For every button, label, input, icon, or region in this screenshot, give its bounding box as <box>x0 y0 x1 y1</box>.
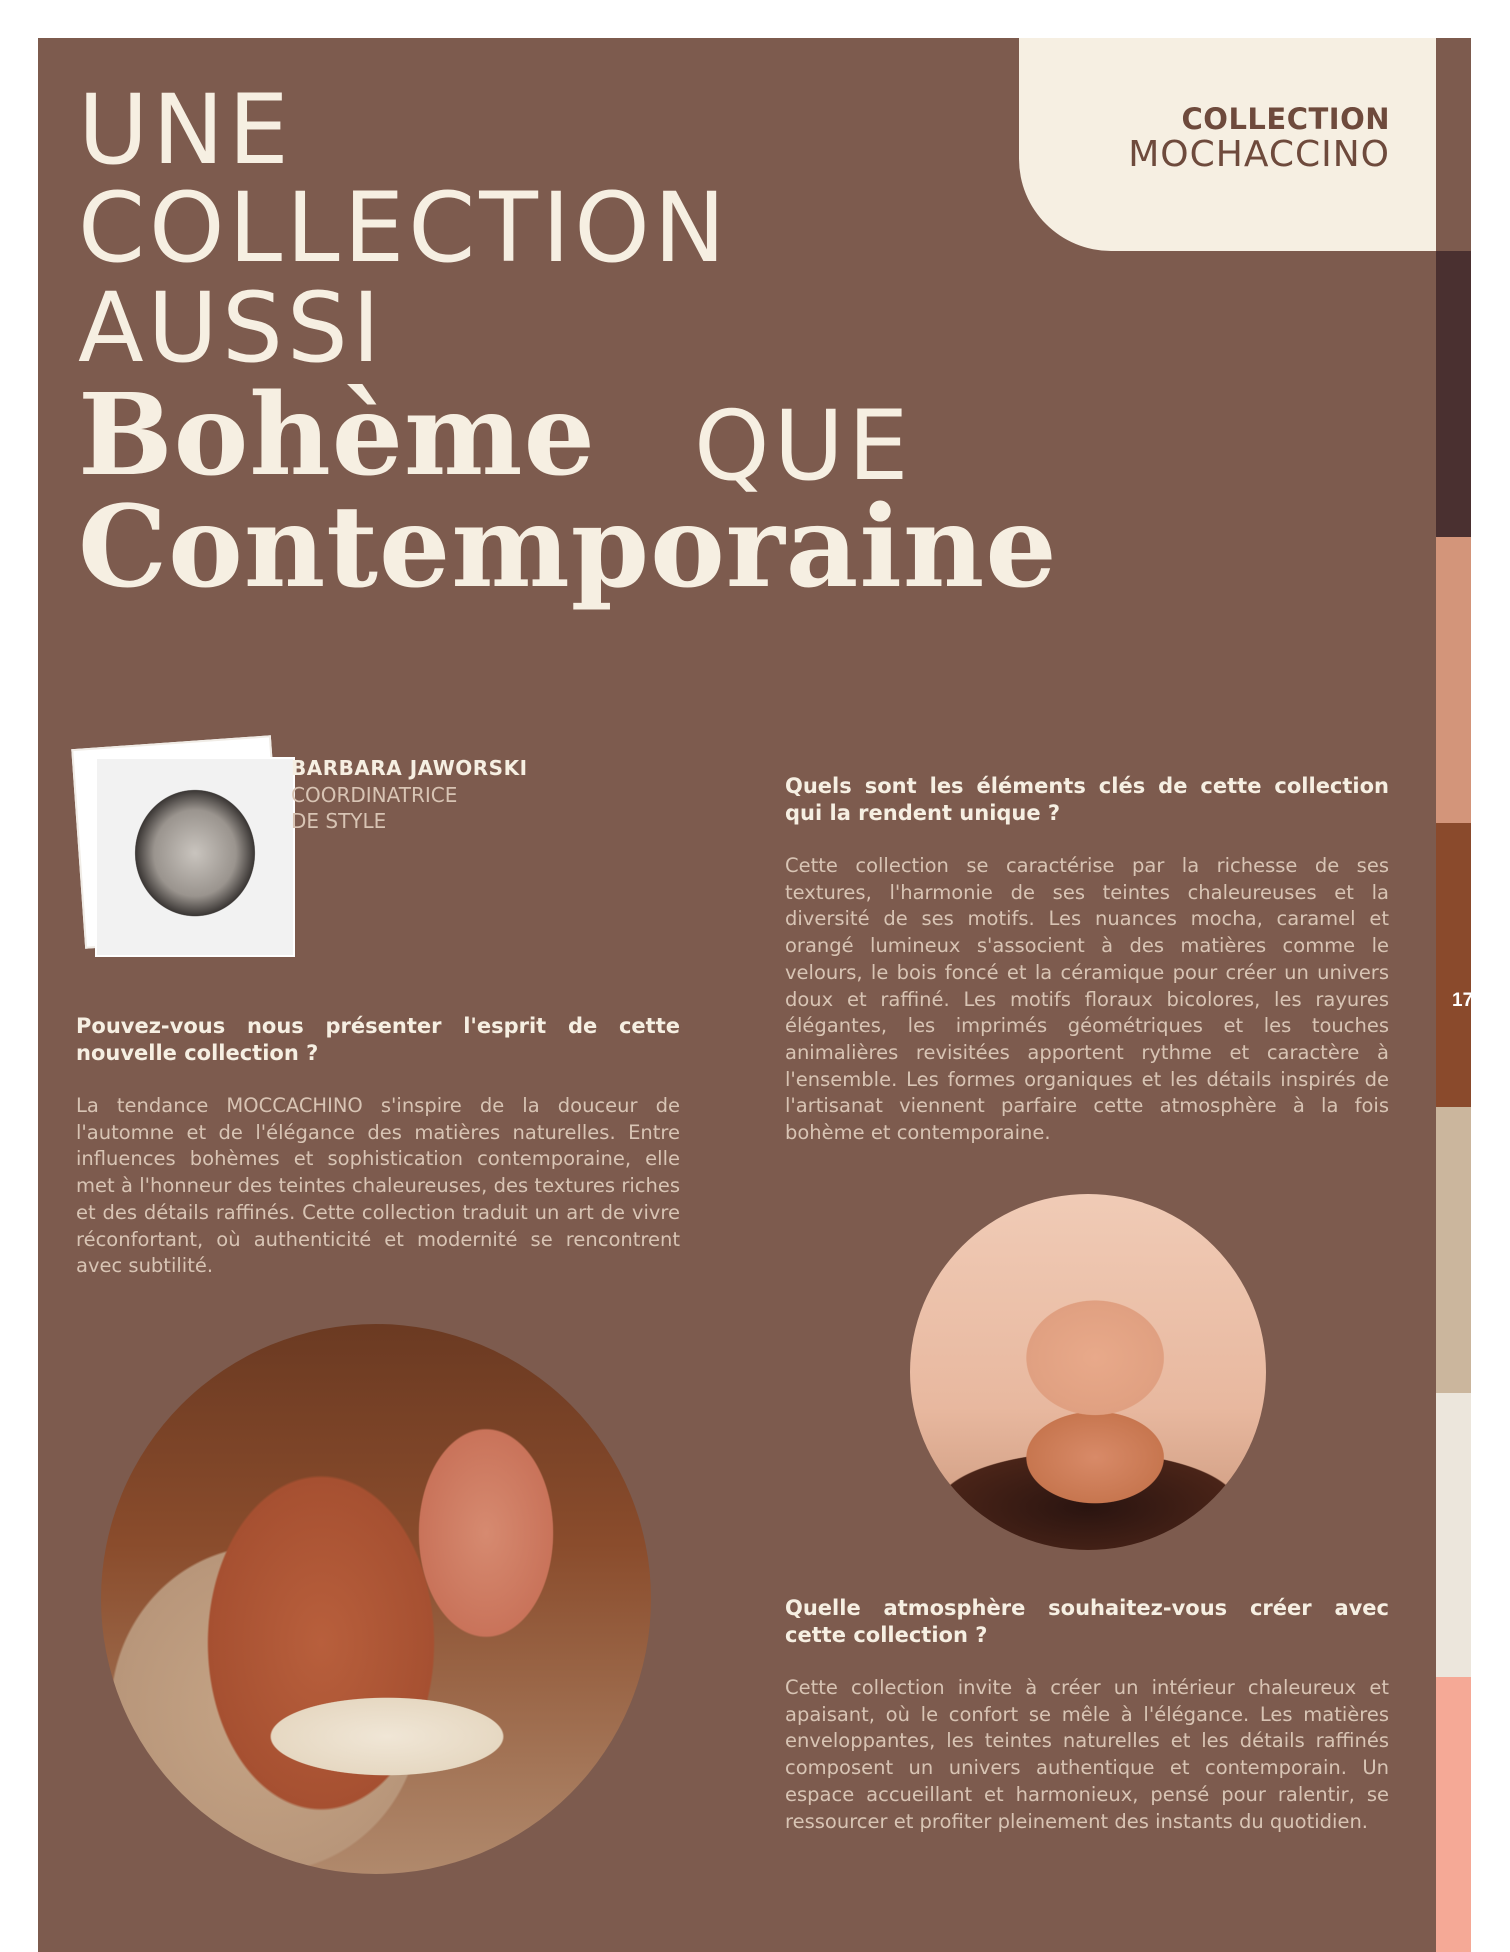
question-1: Pouvez-vous nous présenter l'esprit de cette nouvelle collection ? <box>76 1014 680 1065</box>
collection-tag <box>1019 38 1436 251</box>
side-stripe-6 <box>1436 1677 1471 1952</box>
headline-line-2: COLLECTION <box>78 172 730 284</box>
side-stripe-2 <box>1436 537 1471 823</box>
answer-3: Cette collection invite à créer un intérieur chaleureux et apaisant, où le confort se mêle à l'élégance. Les matières enveloppantes, les teintes naturelles et les détails raffinés composent un univers authentique et contemporain. Un espace accueillant et harmonieux, pensé pour ralentir, se ressourcer et profiter pleinement des instants du quotidien. <box>785 1676 1389 1833</box>
side-stripe-1 <box>1436 251 1471 537</box>
page-number: 17 <box>1452 990 1474 1011</box>
headline-contemporaine: Contemporaine <box>78 482 1058 613</box>
side-stripe-5 <box>1436 1393 1471 1677</box>
headline-line-3: AUSSI <box>78 272 385 384</box>
interviewee-role-line-1: COORDINATRICE <box>291 783 458 807</box>
portrait-photo <box>95 757 295 957</box>
question-2: Quels sont les éléments clés de cette collection qui la rendent unique ? <box>785 774 1389 825</box>
answer-1: La tendance MOCCACHINO s'inspire de la douceur de l'automne et de l'élégance des matières naturelles. Entre influences bohèmes et sophistication contemporaine, elle met à l'honneur des teintes chaleureuses, des textures riches et des détails raffinés. Cette collection traduit un art de vivre réconfortant, où authenticité et modernité se rencontrent avec subtilité. <box>76 1094 680 1278</box>
interviewee-role-line-2: DE STYLE <box>291 809 387 833</box>
interviewee-name: BARBARA JAWORSKI <box>291 756 528 780</box>
side-stripe-top <box>1436 38 1471 251</box>
collection-tag-label: COLLECTION <box>1181 102 1390 136</box>
headline-boheme: Bohème <box>78 370 596 501</box>
collection-tag-name: MOCHACCINO <box>1128 134 1390 175</box>
mugs-photo <box>910 1194 1266 1550</box>
side-stripe-3 <box>1436 823 1474 1107</box>
answer-2: Cette collection se caractérise par la richesse de ses textures, l'harmonie de ses teintes chaleureuses et la diversité de ses motifs. Les nuances mocha, caramel et orangé lumineux s'associent à des matières comme le velours, le bois foncé et la céramique pour créer un univers doux et raffiné. Les motifs floraux bicolores, les rayures élégantes, les imprimés géométriques et les touches animalières revisitées apportent rythme et caractère à l'ensemble. Les formes organiques et les détails inspirés de l'artisanat viennent parfaire cette atmosphère à la fois bohème et contemporaine. <box>785 854 1389 1145</box>
headline-que: QUE <box>694 390 913 502</box>
question-3: Quelle atmosphère souhaitez-vous créer avec cette collection ? <box>785 1596 1389 1647</box>
headline-line-1: UNE <box>78 74 293 186</box>
sofa-throw-photo <box>101 1324 651 1874</box>
side-stripe-4 <box>1436 1107 1471 1393</box>
